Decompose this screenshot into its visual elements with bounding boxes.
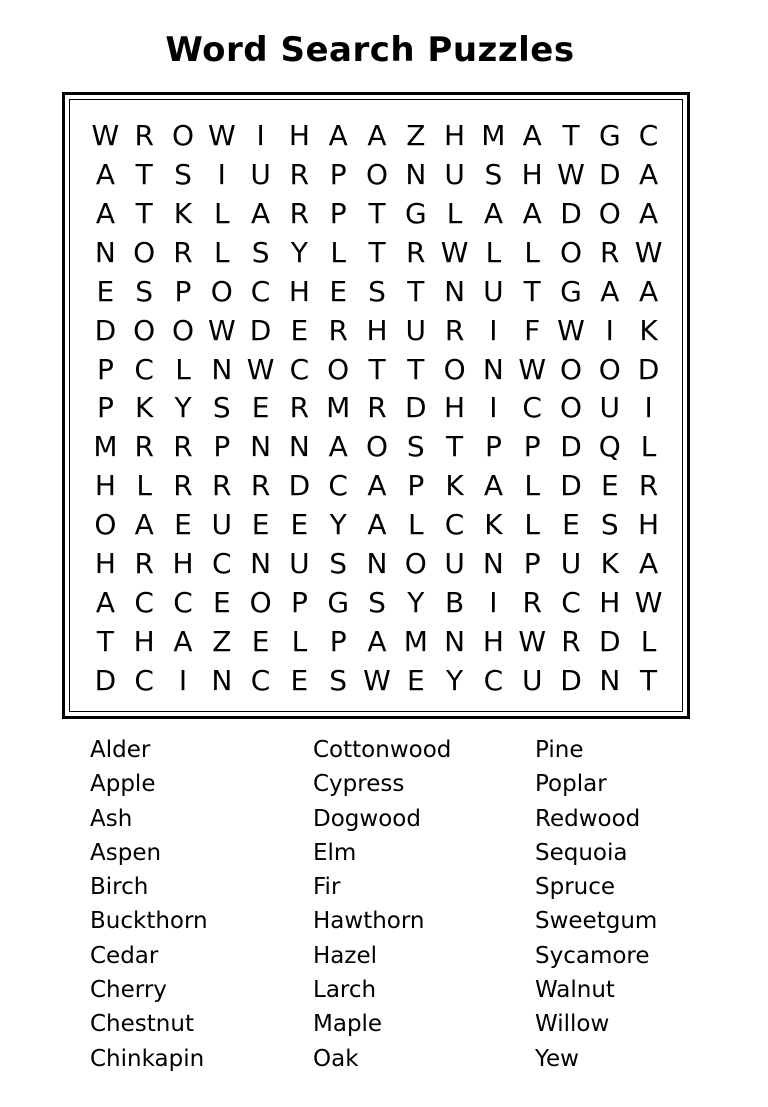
grid-letter[interactable]: O (443, 352, 466, 386)
grid-letter[interactable]: N (444, 274, 466, 308)
grid-letter[interactable]: C (522, 391, 542, 425)
grid-letter[interactable]: W (518, 624, 547, 658)
grid-letter[interactable]: W (440, 236, 469, 270)
grid-letter[interactable]: L (175, 352, 191, 386)
grid-letter[interactable]: E (96, 274, 115, 308)
grid-letter[interactable]: O (133, 236, 156, 270)
grid-letter[interactable]: R (250, 469, 271, 503)
word-list-item: Aspen (90, 839, 162, 866)
grid-letter[interactable]: I (489, 391, 498, 425)
word-list-item: Cherry (90, 977, 167, 1004)
word-list-item: Ash (90, 805, 133, 832)
grid-letter[interactable]: U (521, 663, 543, 697)
word-list-item: Spruce (535, 874, 616, 901)
grid-letter[interactable]: Z (212, 624, 232, 658)
grid-letter[interactable]: A (639, 197, 659, 231)
word-list-item: Sycamore (535, 942, 650, 969)
grid-letter[interactable]: S (329, 546, 348, 580)
word-list-item: Willow (535, 1011, 610, 1038)
grid-letter[interactable]: H (482, 624, 504, 658)
grid-letter[interactable]: H (172, 546, 194, 580)
grid-letter[interactable]: E (600, 469, 619, 503)
grid-letter[interactable]: L (640, 430, 657, 464)
grid-letter[interactable]: R (134, 430, 154, 464)
grid-letter[interactable]: T (407, 352, 425, 386)
grid-letter[interactable]: O (171, 313, 195, 347)
grid-letter[interactable]: R (134, 546, 154, 580)
grid-letter[interactable]: P (523, 430, 541, 464)
grid-letter[interactable]: E (562, 508, 580, 542)
grid-letter[interactable]: C (328, 469, 348, 503)
grid-letter[interactable]: D (560, 197, 582, 231)
grid-letter[interactable]: S (406, 430, 425, 464)
grid-letter[interactable]: A (483, 469, 503, 503)
grid-letter[interactable]: C (444, 508, 465, 542)
word-list-item: Buckthorn (90, 908, 208, 935)
grid-letter[interactable]: I (489, 313, 498, 347)
grid-letter[interactable]: O (327, 352, 350, 386)
grid-letter[interactable]: C (483, 663, 504, 697)
grid-letter[interactable]: D (94, 663, 117, 697)
grid-letter[interactable]: D (405, 391, 427, 425)
grid-letter[interactable]: T (407, 274, 425, 308)
grid-letter[interactable]: S (135, 274, 154, 308)
grid-letter[interactable]: E (290, 663, 309, 697)
grid-letter[interactable]: O (404, 546, 427, 580)
grid-letter[interactable]: H (638, 508, 660, 542)
grid-letter[interactable]: O (249, 585, 272, 619)
word-list-item: Larch (313, 977, 377, 1004)
grid-letter[interactable]: P (174, 274, 192, 308)
grid-letter[interactable]: P (96, 352, 114, 386)
grid-letter[interactable]: N (444, 624, 466, 658)
grid-letter[interactable]: H (94, 546, 116, 580)
grid-letter[interactable]: C (134, 663, 154, 697)
grid-letter[interactable]: Y (290, 236, 308, 270)
word-list-item: Apple (90, 771, 156, 798)
grid-letter[interactable]: N (599, 663, 621, 697)
grid-letter[interactable]: A (95, 585, 115, 619)
grid-letter[interactable]: H (444, 119, 466, 153)
grid-letter[interactable]: E (329, 274, 348, 308)
grid-letter[interactable]: N (211, 663, 233, 697)
grid-letter[interactable]: E (174, 508, 192, 542)
grid-letter[interactable]: U (211, 508, 233, 542)
grid-letter[interactable]: L (485, 236, 502, 270)
word-list-item: Hazel (313, 942, 378, 969)
grid-letter[interactable]: S (212, 391, 231, 425)
grid-letter[interactable]: A (639, 546, 659, 580)
word-list-column-1 (90, 733, 208, 1076)
grid-letter[interactable]: Q (598, 430, 621, 464)
grid-letter[interactable]: N (211, 352, 233, 386)
grid-letter[interactable]: P (329, 197, 347, 231)
grid-letter[interactable]: G (598, 119, 621, 153)
grid-letter[interactable]: D (560, 469, 582, 503)
grid-letter[interactable]: L (213, 197, 230, 231)
grid-letter[interactable]: I (605, 313, 614, 347)
word-list-item: Cypress (313, 771, 405, 798)
grid-letter[interactable]: F (524, 313, 541, 347)
grid-letter[interactable]: C (638, 119, 659, 153)
grid-letter[interactable]: G (404, 197, 427, 231)
grid-letter[interactable]: E (251, 391, 270, 425)
grid-letter[interactable]: P (329, 158, 347, 192)
grid-letter[interactable]: D (599, 624, 621, 658)
grid-letter[interactable]: A (367, 508, 387, 542)
grid-letter[interactable]: U (289, 546, 310, 580)
word-list-item: Pine (535, 737, 584, 763)
grid-letter[interactable]: R (561, 624, 581, 658)
grid-letter[interactable]: W (207, 313, 236, 347)
grid-letter[interactable]: L (524, 508, 540, 542)
grid-letter[interactable]: K (484, 508, 503, 542)
grid-letter[interactable]: L (407, 508, 424, 542)
word-list-item: Yew (535, 1045, 579, 1072)
word-list-item: Cottonwood (313, 737, 452, 763)
page-title: Word Search Puzzles (165, 30, 575, 70)
grid-letter[interactable]: A (328, 430, 348, 464)
grid-letter[interactable]: U (250, 158, 271, 192)
grid-letter[interactable]: M (93, 430, 118, 464)
grid-letter[interactable]: O (171, 119, 195, 153)
grid-letter[interactable]: R (173, 430, 193, 464)
grid-letter[interactable]: T (562, 119, 580, 153)
word-list-item: Sequoia (535, 839, 628, 866)
grid-letter[interactable]: N (250, 430, 272, 464)
grid-letter[interactable]: R (212, 469, 232, 503)
grid-letter[interactable]: T (135, 197, 153, 231)
word-list-item: Sweetgum (535, 908, 658, 935)
letter-grid (86, 117, 668, 700)
grid-letter[interactable]: B (444, 585, 465, 619)
grid-letter[interactable]: L (524, 236, 540, 270)
grid-letter[interactable]: A (95, 158, 115, 192)
grid-letter[interactable]: N (94, 236, 116, 270)
word-list-item: Walnut (535, 977, 615, 1004)
grid-letter[interactable]: R (444, 313, 465, 347)
grid-letter[interactable]: U (444, 158, 465, 192)
grid-letter[interactable]: R (406, 236, 426, 270)
word-list-item: Hawthorn (313, 908, 425, 935)
grid-letter[interactable]: R (367, 391, 387, 425)
grid-letter[interactable]: U (483, 274, 504, 308)
grid-letter[interactable]: S (600, 508, 619, 542)
grid-letter[interactable]: M (326, 391, 351, 425)
word-list-item: Chinkapin (90, 1045, 205, 1072)
grid-letter[interactable]: I (256, 119, 265, 153)
grid-letter[interactable]: D (94, 313, 117, 347)
grid-letter[interactable]: K (600, 546, 619, 580)
grid-letter[interactable]: L (136, 469, 152, 503)
grid-letter[interactable]: R (600, 236, 620, 270)
grid-letter[interactable]: S (174, 158, 192, 192)
grid-letter[interactable]: P (484, 430, 502, 464)
grid-letter[interactable]: P (290, 585, 308, 619)
word-list-item: Oak (313, 1045, 359, 1072)
grid-letter[interactable]: U (560, 546, 582, 580)
grid-letter[interactable]: W (634, 585, 663, 619)
grid-letter[interactable]: S (329, 663, 348, 697)
grid-letter[interactable]: L (213, 236, 230, 270)
grid-letter[interactable]: W (557, 158, 585, 192)
grid-letter[interactable]: O (559, 236, 583, 270)
word-list-item: Redwood (535, 805, 641, 832)
grid-letter[interactable]: R (134, 119, 154, 153)
grid-letter[interactable]: R (173, 469, 193, 503)
grid-letter[interactable]: D (560, 663, 582, 697)
grid-letter[interactable]: N (250, 546, 272, 580)
grid-letter[interactable]: G (560, 274, 582, 308)
grid-letter[interactable]: A (600, 274, 620, 308)
grid-letter[interactable]: E (290, 313, 309, 347)
grid-letter[interactable]: O (133, 313, 156, 347)
grid-letter[interactable]: E (212, 585, 231, 619)
grid-letter[interactable]: A (134, 508, 154, 542)
grid-letter[interactable]: H (94, 469, 116, 503)
grid-letter[interactable]: N (482, 352, 504, 386)
grid-letter[interactable]: O (94, 508, 117, 542)
grid-letter[interactable]: M (481, 119, 506, 153)
grid-letter[interactable]: T (96, 624, 114, 658)
grid-letter[interactable]: H (288, 119, 310, 153)
grid-letter[interactable]: O (598, 197, 621, 231)
grid-letter[interactable]: D (288, 469, 311, 503)
grid-letter[interactable]: A (639, 158, 659, 192)
grid-letter[interactable]: D (599, 158, 621, 192)
grid-letter[interactable]: D (249, 313, 272, 347)
grid-letter[interactable]: K (639, 313, 658, 347)
grid-letter[interactable]: S (368, 274, 386, 308)
grid-letter[interactable]: T (446, 430, 464, 464)
grid-letter[interactable]: H (444, 391, 466, 425)
grid-letter[interactable]: P (329, 624, 347, 658)
grid-letter[interactable]: A (367, 119, 387, 153)
grid-letter[interactable]: Y (174, 391, 192, 425)
grid-letter[interactable]: T (368, 236, 386, 270)
grid-letter[interactable]: Z (406, 119, 426, 153)
grid-letter[interactable]: P (523, 546, 541, 580)
grid-letter[interactable]: M (403, 624, 428, 658)
grid-letter[interactable]: O (365, 430, 389, 464)
grid-letter[interactable]: T (523, 274, 541, 308)
grid-letter[interactable]: W (207, 119, 236, 153)
grid-letter[interactable]: D (637, 352, 660, 386)
grid-letter[interactable]: D (560, 430, 582, 464)
grid-letter[interactable]: C (250, 274, 271, 308)
grid-letter[interactable]: A (367, 469, 387, 503)
grid-letter[interactable]: W (634, 236, 663, 270)
grid-letter[interactable]: S (251, 236, 270, 270)
grid-letter[interactable]: H (521, 158, 543, 192)
grid-letter[interactable]: L (524, 469, 540, 503)
grid-letter[interactable]: C (134, 352, 154, 386)
word-list-item: Fir (313, 874, 341, 901)
grid-letter[interactable]: W (557, 313, 585, 347)
grid-letter[interactable]: A (173, 624, 193, 658)
grid-letter[interactable]: W (246, 352, 275, 386)
grid-letter[interactable]: R (638, 469, 659, 503)
grid-letter[interactable]: C (212, 546, 232, 580)
word-list-item: Cedar (90, 942, 159, 969)
grid-letter[interactable]: I (489, 585, 498, 619)
grid-letter[interactable]: H (133, 624, 155, 658)
grid-letter[interactable]: W (91, 119, 120, 153)
grid-letter[interactable]: E (406, 663, 425, 697)
grid-letter[interactable]: A (367, 624, 387, 658)
grid-letter[interactable]: O (559, 352, 583, 386)
word-list-column-2 (313, 733, 451, 1076)
grid-letter[interactable]: N (405, 158, 427, 192)
grid-letter[interactable]: K (173, 197, 193, 231)
grid-letter[interactable]: E (251, 624, 270, 658)
grid-letter[interactable]: R (289, 391, 310, 425)
word-list-item: Poplar (535, 771, 607, 798)
grid-letter[interactable]: C (289, 352, 310, 386)
word-list-item: Chestnut (90, 1011, 194, 1038)
grid-letter[interactable]: L (446, 197, 463, 231)
grid-letter[interactable]: A (483, 197, 503, 231)
grid-letter[interactable]: I (217, 158, 226, 192)
grid-letter[interactable]: T (368, 197, 386, 231)
grid-letter[interactable]: Y (446, 663, 464, 697)
grid-letter[interactable]: Y (407, 585, 425, 619)
grid-letter[interactable]: Y (329, 508, 347, 542)
grid-letter[interactable]: E (290, 508, 309, 542)
grid-letter[interactable]: A (95, 197, 115, 231)
grid-letter[interactable]: K (445, 469, 464, 503)
grid-letter[interactable]: H (288, 274, 310, 308)
grid-letter[interactable]: C (173, 585, 193, 619)
grid-letter[interactable]: P (96, 391, 114, 425)
grid-letter[interactable]: N (288, 430, 310, 464)
grid-letter[interactable]: W (518, 352, 547, 386)
word-list-item: Alder (90, 737, 151, 763)
grid-letter[interactable]: O (365, 158, 389, 192)
grid-letter[interactable]: H (599, 585, 621, 619)
grid-letter[interactable]: G (327, 585, 350, 619)
grid-letter[interactable]: R (289, 158, 310, 192)
grid-letter[interactable]: C (134, 585, 154, 619)
grid-letter[interactable]: T (135, 158, 153, 192)
word-list-item: Birch (90, 874, 149, 901)
grid-letter[interactable]: N (482, 546, 504, 580)
grid-letter[interactable]: I (178, 663, 188, 697)
grid-letter[interactable]: C (250, 663, 271, 697)
grid-letter[interactable]: A (328, 119, 348, 153)
grid-letter[interactable]: W (363, 663, 391, 697)
grid-letter[interactable]: U (405, 313, 427, 347)
word-list-item: Maple (313, 1011, 383, 1038)
grid-letter[interactable]: C (561, 585, 581, 619)
grid-letter[interactable]: R (173, 236, 193, 270)
grid-letter[interactable]: H (366, 313, 388, 347)
grid-letter[interactable]: R (522, 585, 542, 619)
grid-letter[interactable]: L (291, 624, 308, 658)
grid-letter[interactable]: A (639, 274, 659, 308)
grid-letter[interactable]: O (598, 352, 621, 386)
grid-letter[interactable]: S (484, 158, 503, 192)
grid-letter[interactable]: O (559, 391, 583, 425)
grid-letter[interactable]: T (368, 352, 386, 386)
word-list-item: Dogwood (313, 805, 421, 832)
grid-letter[interactable]: O (210, 274, 233, 308)
grid-letter[interactable]: I (644, 391, 653, 425)
grid-letter[interactable]: U (444, 546, 465, 580)
grid-letter[interactable]: A (251, 197, 271, 231)
grid-letter[interactable]: P (407, 469, 425, 503)
grid-letter[interactable]: L (330, 236, 346, 270)
grid-letter[interactable]: L (640, 624, 657, 658)
grid-letter[interactable]: R (289, 197, 310, 231)
word-list-column-3 (535, 733, 657, 1076)
grid-letter[interactable]: T (640, 663, 658, 697)
grid-letter[interactable]: A (522, 119, 542, 153)
grid-letter[interactable]: R (328, 313, 348, 347)
grid-letter[interactable]: S (368, 585, 386, 619)
grid-letter[interactable]: N (366, 546, 388, 580)
grid-letter[interactable]: E (251, 508, 270, 542)
word-list-item: Elm (313, 839, 357, 866)
grid-letter[interactable]: K (135, 391, 154, 425)
grid-letter[interactable]: P (213, 430, 231, 464)
grid-letter[interactable]: A (522, 197, 542, 231)
grid-letter[interactable]: U (599, 391, 621, 425)
